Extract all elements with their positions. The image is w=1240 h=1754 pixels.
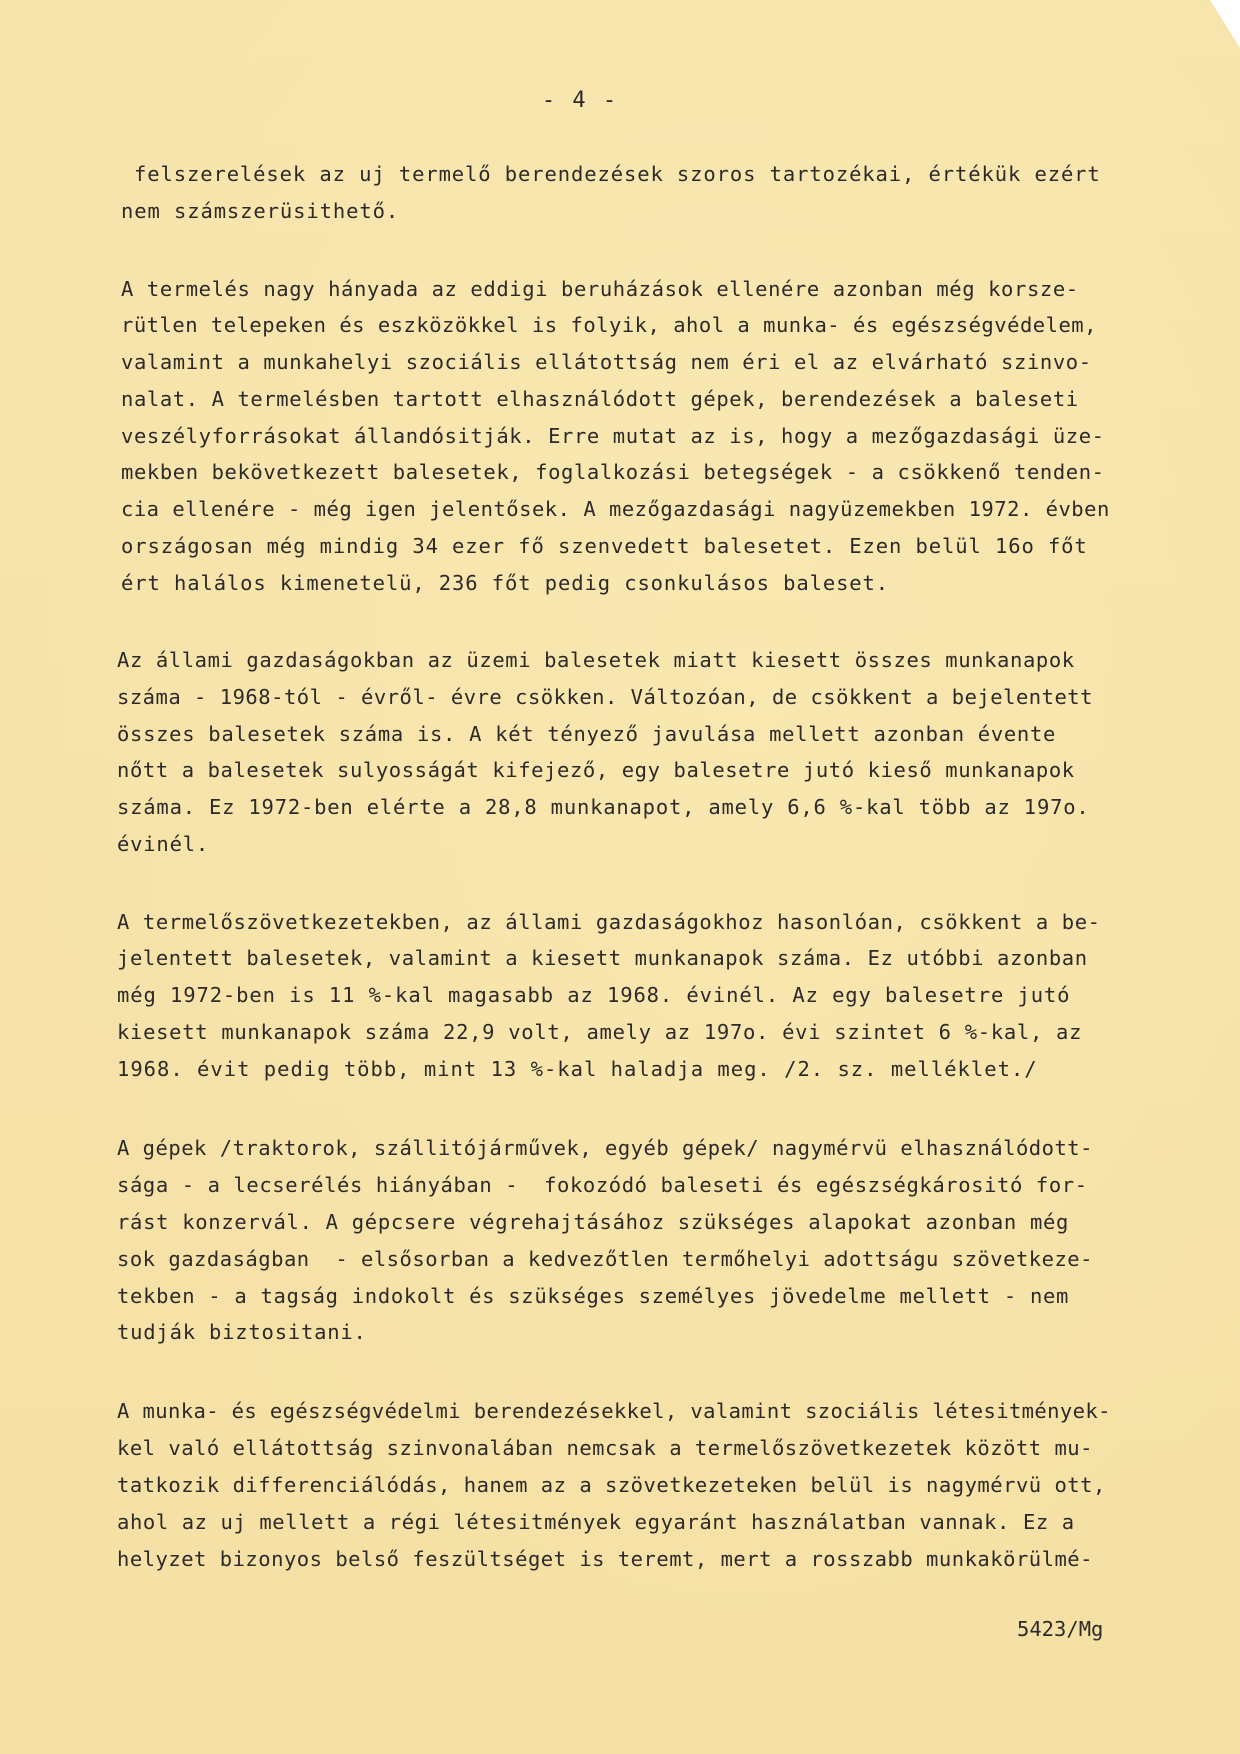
page-corner-fold: [1210, 0, 1240, 48]
text-line: összes balesetek száma is. A két tényező javulása mellett azonban évente: [117, 722, 1057, 746]
text-line: nőtt a balesetek sulyosságát kifejező, egy balesetre jutó kieső munkanapok: [117, 758, 1075, 782]
text-line: jelentett balesetek, valamint a kiesett munkanapok száma. Ez utóbbi azonban: [117, 946, 1088, 970]
document-reference: 5423/Mg: [1017, 1617, 1104, 1641]
text-line: A munka- és egészségvédelmi berendezésekkel, valamint szociális létesitmények-: [117, 1399, 1111, 1423]
text-line: cia ellenére - még igen jelentősek. A mezőgazdasági nagyüzemekben 1972. évben: [121, 497, 1110, 521]
text-line: tudják biztositani.: [117, 1320, 367, 1344]
text-line: tekben - a tagság indokolt és szükséges személyes jövedelme mellett - nem: [117, 1284, 1070, 1308]
text-line: rást konzervál. A gépcsere végrehajtásához szükséges alapokat azonban még: [117, 1210, 1070, 1234]
text-line: A termelőszövetkezetekben, az állami gazdaságokhoz hasonlóan, csökkent a be-: [117, 910, 1101, 934]
text-line: 1968. évit pedig több, mint 13 %-kal haladja meg. /2. sz. melléklet./: [117, 1057, 1038, 1081]
text-line: még 1972-ben is 11 %-kal magasabb az 1968. évinél. Az egy balesetre jutó: [117, 983, 1071, 1007]
text-line: helyzet bizonyos belső feszültséget is teremt, mert a rosszabb munkakörülmé-: [117, 1547, 1093, 1571]
text-line: ért halálos kimenetelü, 236 főt pedig csonkulásos baleset.: [121, 571, 890, 595]
text-line: kiesett munkanapok száma 22,9 volt, amely az 197o. évi szintet 6 %-kal, az: [117, 1020, 1083, 1044]
page-number: - 4 -: [541, 88, 619, 113]
text-line: országosan még mindig 34 ezer fő szenvedett balesetet. Ezen belül 16o főt: [121, 534, 1088, 558]
text-line: száma - 1968-tól - évről- évre csökken. Változóan, de csökkent a bejelentett: [117, 685, 1093, 709]
text-line: mekben bekövetkezett balesetek, foglalkozási betegségek - a csökkenő tenden-: [121, 460, 1105, 484]
text-line: Az állami gazdaságokban az üzemi balesetek miatt kiesett összes munkanapok: [117, 648, 1075, 672]
text-line: nem számszerüsithető.: [121, 199, 400, 223]
text-line: sága - a lecserélés hiányában - fokozódó baleseti és egészségkárositó for-: [117, 1173, 1088, 1197]
text-line: száma. Ez 1972-ben elérte a 28,8 munkanapot, amely 6,6 %-kal több az 197o.: [117, 795, 1090, 819]
text-line: felszerelések az uj termelő berendezések szoros tartozékai, értékük ezért: [134, 162, 1101, 186]
text-line: nalat. A termelésben tartott elhasználódott gépek, berendezések a baleseti: [121, 387, 1079, 411]
text-line: veszélyforrásokat állandósitják. Erre mutat az is, hogy a mezőgazdasági üze-: [121, 424, 1105, 448]
text-line: sok gazdaságban - elsősorban a kedvezőtlen termőhelyi adottságu szövetkeze-: [117, 1247, 1093, 1271]
text-line: kel való ellátottság szinvonalában nemcsak a termelőszövetkezetek között mu-: [117, 1436, 1093, 1460]
text-line: A termelés nagy hányada az eddigi beruházások ellenére azonban még korsze-: [121, 277, 1079, 301]
text-line: valamint a munkahelyi szociális ellátottság nem éri el az elvárható szinvo-: [121, 350, 1092, 374]
text-line: ahol az uj mellett a régi létesitmények egyaránt használatban vannak. Ez a: [117, 1510, 1075, 1534]
text-line: rütlen telepeken és eszközökkel is folyik, ahol a munka- és egészségvédelem,: [121, 313, 1097, 337]
text-line: A gépek /traktorok, szállitójárművek, egyéb gépek/ nagymérvü elhasználódott-: [117, 1136, 1093, 1160]
text-line: tatkozik differenciálódás, hanem az a szövetkezeteken belül is nagymérvü ott,: [117, 1473, 1106, 1497]
text-line: évinél.: [117, 832, 209, 856]
